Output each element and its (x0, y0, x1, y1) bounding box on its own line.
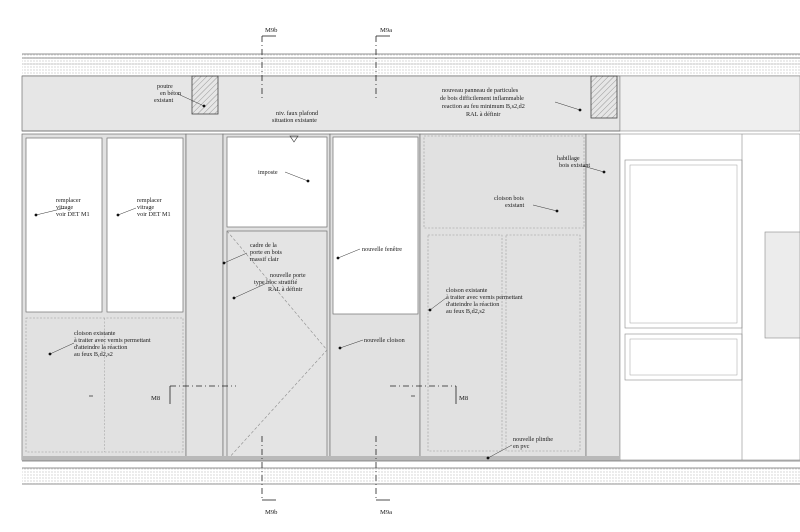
concrete-beam-right (591, 76, 617, 118)
imposte-panel (227, 137, 327, 227)
section-tag-m9a-top: M9a (380, 27, 393, 34)
note-panneau: nouveau panneau de particules de bois difficilement inflammable reaction au feu minimum B,s2,d2 RAL à définir (440, 87, 525, 118)
note-cadre: cadre de la porte en bois massif clair (250, 242, 282, 263)
note-vitrage-1: remplacer vitrage voir DET M1 (56, 197, 90, 218)
note-poutre: poutre en béton existant (154, 83, 182, 104)
note-nouvelle-fenetre: nouvelle fenêtre (362, 246, 403, 253)
right-ceiling-band (620, 76, 800, 131)
note-cloison-existante-right: cloison existante à traiter avec vernis permettant d'atteindre la réaction au feux B,d2,s2 (446, 287, 523, 315)
new-door (227, 231, 327, 460)
false-ceiling-band (22, 76, 620, 131)
window-bay (330, 134, 420, 460)
new-window (333, 137, 418, 314)
section-tag-m8-right: M8 (459, 395, 469, 402)
glazing-panel-1 (26, 138, 102, 312)
section-tag-m9b-top: M9b (265, 27, 278, 34)
section-tag-m9b-bottom: M9b (265, 509, 278, 516)
note-nouvelle-cloison: nouvelle cloison (364, 337, 405, 344)
concrete-beam-left (192, 76, 218, 114)
section-tag-m9a-bottom: M9a (380, 509, 393, 516)
existing-wall-right (620, 134, 800, 460)
note-faux-plafond: niv. faux plafond situation existante (272, 110, 319, 124)
note-vitrage-2: remplacer vitrage voir DET M1 (137, 197, 171, 218)
section-tag-m8-left: M8 (151, 395, 161, 402)
note-cloison-bois: cloison bois existant (494, 195, 525, 209)
glazing-panel-2 (107, 138, 183, 312)
post-left (186, 134, 223, 460)
note-imposte: imposte (258, 169, 278, 176)
note-habillage: habillage bois existant (557, 155, 591, 169)
door-bay (223, 134, 330, 460)
note-nouvelle-porte: nouvelle porte type bloc stratifié RAL à définir (254, 272, 306, 293)
left-partition (22, 134, 186, 460)
ceiling-slab (22, 54, 800, 76)
post-right (586, 134, 620, 460)
note-plinthe: nouvelle plinthe en pvc (513, 436, 554, 450)
note-cloison-existante-left: cloison existante à traiter avec vernis permettant d'atteindre la réaction au feux B,d2,s2 (74, 330, 151, 358)
